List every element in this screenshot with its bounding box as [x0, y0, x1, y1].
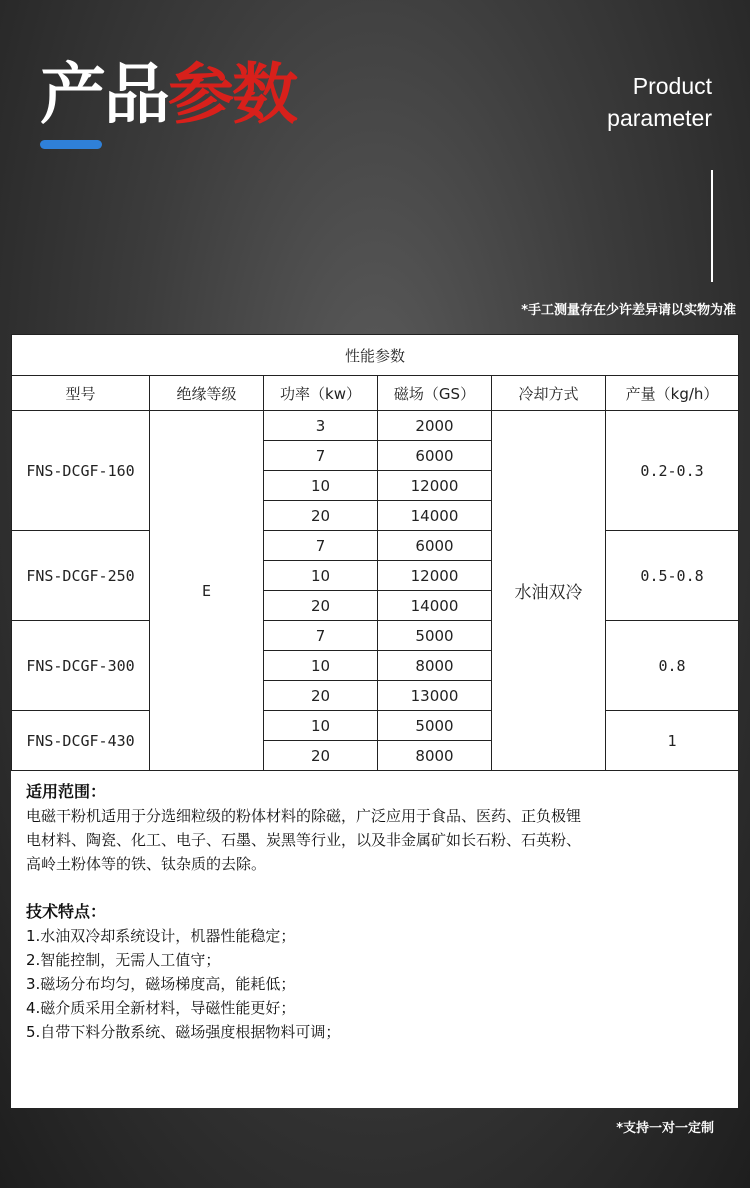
power-cell: 20	[264, 741, 378, 771]
field-cell: 8000	[378, 651, 492, 681]
power-cell: 10	[264, 561, 378, 591]
scope-line: 电材料、陶瓷、化工、电子、石墨、炭黑等行业，以及非金属矿如长石粉、石英粉、	[26, 831, 582, 849]
insulation-cell: E	[150, 411, 264, 771]
header-power: 功率（kw）	[264, 376, 378, 411]
model-cell: FNS-DCGF-300	[12, 621, 150, 711]
power-cell: 20	[264, 501, 378, 531]
english-title-line-1: Product	[632, 73, 712, 99]
power-cell: 3	[264, 411, 378, 441]
output-cell: 0.2-0.3	[606, 411, 739, 531]
english-title	[607, 70, 712, 134]
features-heading: 技术特点：	[26, 902, 107, 921]
scope-line: 高岭土粉体等的铁、钛杂质的去除。	[26, 855, 267, 873]
page-title	[40, 56, 296, 152]
field-cell: 8000	[378, 741, 492, 771]
cooling-cell: 水油双冷	[492, 411, 606, 771]
info-section	[26, 780, 728, 1044]
field-cell: 13000	[378, 681, 492, 711]
power-cell: 20	[264, 591, 378, 621]
field-cell: 6000	[378, 441, 492, 471]
power-cell: 10	[264, 651, 378, 681]
field-cell: 14000	[378, 591, 492, 621]
power-cell: 20	[264, 681, 378, 711]
title-red: 参数	[168, 56, 296, 133]
field-cell: 14000	[378, 501, 492, 531]
field-cell: 2000	[378, 411, 492, 441]
feature-item: 5.自带下料分散系统、磁场强度根据物料可调；	[26, 1023, 341, 1041]
measurement-note: *手工测量存在少许差异请以实物为准	[521, 303, 736, 318]
header-cooling: 冷却方式	[492, 376, 606, 411]
scope-line: 电磁干粉机适用于分选细粒级的粉体材料的除磁，广泛应用于食品、医药、正负极锂	[26, 807, 582, 825]
header-field: 磁场（GS）	[378, 376, 492, 411]
spec-panel	[11, 334, 738, 1108]
power-cell: 7	[264, 621, 378, 651]
customization-note: *支持一对一定制	[616, 1121, 714, 1136]
header-output: 产量（kg/h）	[606, 376, 739, 411]
vertical-divider	[711, 170, 713, 282]
output-cell: 0.5-0.8	[606, 531, 739, 621]
output-cell: 0.8	[606, 621, 739, 711]
header-model: 型号	[12, 376, 150, 411]
feature-item: 3.磁场分布均匀，磁场梯度高，能耗低；	[26, 975, 296, 993]
power-cell: 7	[264, 441, 378, 471]
field-cell: 5000	[378, 621, 492, 651]
power-cell: 10	[264, 711, 378, 741]
power-cell: 7	[264, 531, 378, 561]
feature-item: 1.水油双冷却系统设计，机器性能稳定；	[26, 927, 296, 945]
english-title-line-2: parameter	[607, 105, 712, 131]
field-cell: 12000	[378, 561, 492, 591]
title-underline	[40, 140, 102, 149]
model-cell: FNS-DCGF-430	[12, 711, 150, 771]
scope-heading: 适用范围：	[26, 782, 107, 801]
field-cell: 5000	[378, 711, 492, 741]
table-caption: 性能参数	[12, 335, 739, 376]
spec-table	[11, 334, 739, 771]
feature-item: 4.磁介质采用全新材料，导磁性能更好；	[26, 999, 296, 1017]
field-cell: 6000	[378, 531, 492, 561]
header-insulation: 绝缘等级	[150, 376, 264, 411]
field-cell: 12000	[378, 471, 492, 501]
feature-item: 2.智能控制，无需人工值守；	[26, 951, 221, 969]
model-cell: FNS-DCGF-250	[12, 531, 150, 621]
power-cell: 10	[264, 471, 378, 501]
title-white: 产品	[40, 56, 168, 133]
output-cell: 1	[606, 711, 739, 771]
model-cell: FNS-DCGF-160	[12, 411, 150, 531]
